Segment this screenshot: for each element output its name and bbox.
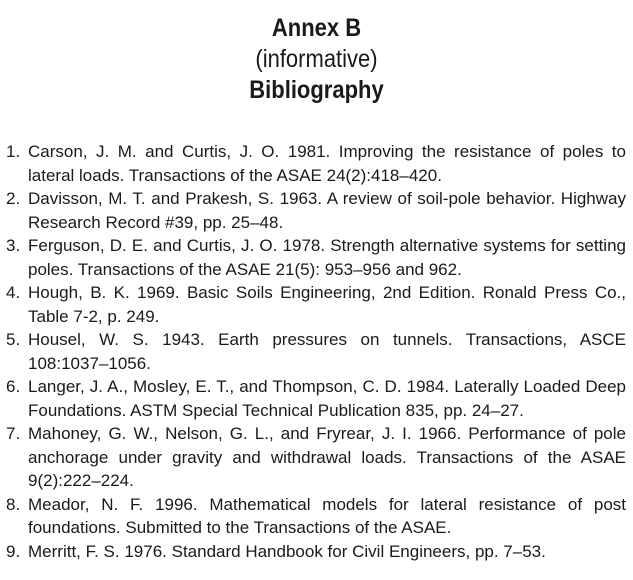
reference-text: Langer, J. A., Mosley, E. T., and Thompson, C. D. 1984. Laterally Loaded Deep Foundations. ASTM Special Technical Publication 835, pp. 24–27.: [28, 377, 626, 420]
reference-text: Housel, W. S. 1943. Earth pressures on tunnels. Transactions, ASCE 108:1037–1056.: [28, 330, 626, 373]
section-heading: Bibliography: [249, 76, 384, 104]
reference-item: [6, 281, 626, 328]
reference-number: 5.: [6, 330, 21, 349]
reference-number: 1.: [6, 142, 21, 161]
reference-number: 4.: [6, 283, 21, 302]
reference-number: 7.: [6, 424, 21, 443]
reference-item: [6, 540, 626, 564]
reference-item: [6, 375, 626, 422]
reference-text: Ferguson, D. E. and Curtis, J. O. 1978. Strength alternative systems for setting poles. Transactions of the ASAE 21(5): 953–956 and 962.: [28, 236, 626, 279]
reference-number: 8.: [6, 494, 21, 514]
reference-text: Mahoney, G. W., Nelson, G. L., and Fryrear, J. I. 1966. Performance of pole anchorage under gravity and withdrawal loads. Transactions of the ASAE 9(2):222–224.: [28, 424, 626, 490]
reference-text: Carson, J. M. and Curtis, J. O. 1981. Improving the resistance of poles to lateral loads. Transactions of the ASAE 24(2):418–420.: [28, 142, 626, 185]
reference-item: [6, 422, 626, 493]
reference-item: [6, 493, 626, 540]
reference-item: [6, 234, 626, 281]
annex-title: Annex B: [271, 14, 362, 42]
bibliography-list: [6, 140, 626, 563]
reference-item: [6, 140, 626, 187]
reference-item: [6, 187, 626, 234]
reference-text: Davisson, M. T. and Prakesh, S. 1963. A review of soil-pole behavior. Highway Research Record #39, pp. 25–48.: [28, 189, 626, 232]
reference-item: [6, 328, 626, 375]
reference-number: 9.: [6, 541, 21, 561]
reference-text: Hough, B. K. 1969. Basic Soils Engineering, 2nd Edition. Ronald Press Co., Table 7-2, p. 249.: [28, 283, 626, 326]
reference-number: 6.: [6, 377, 21, 396]
reference-number: 2.: [6, 189, 21, 208]
reference-number: 3.: [6, 236, 21, 255]
reference-text: Meador, N. F. 1996. Mathematical models for lateral resistance of post foundations. Submitted to the Transactions of the ASAE.: [28, 494, 626, 537]
annex-subtitle: (informative): [255, 45, 378, 73]
annex-header: [0, 13, 633, 106]
reference-text: Merritt, F. S. 1976. Standard Handbook for Civil Engineers, pp. 7–53.: [28, 541, 546, 561]
